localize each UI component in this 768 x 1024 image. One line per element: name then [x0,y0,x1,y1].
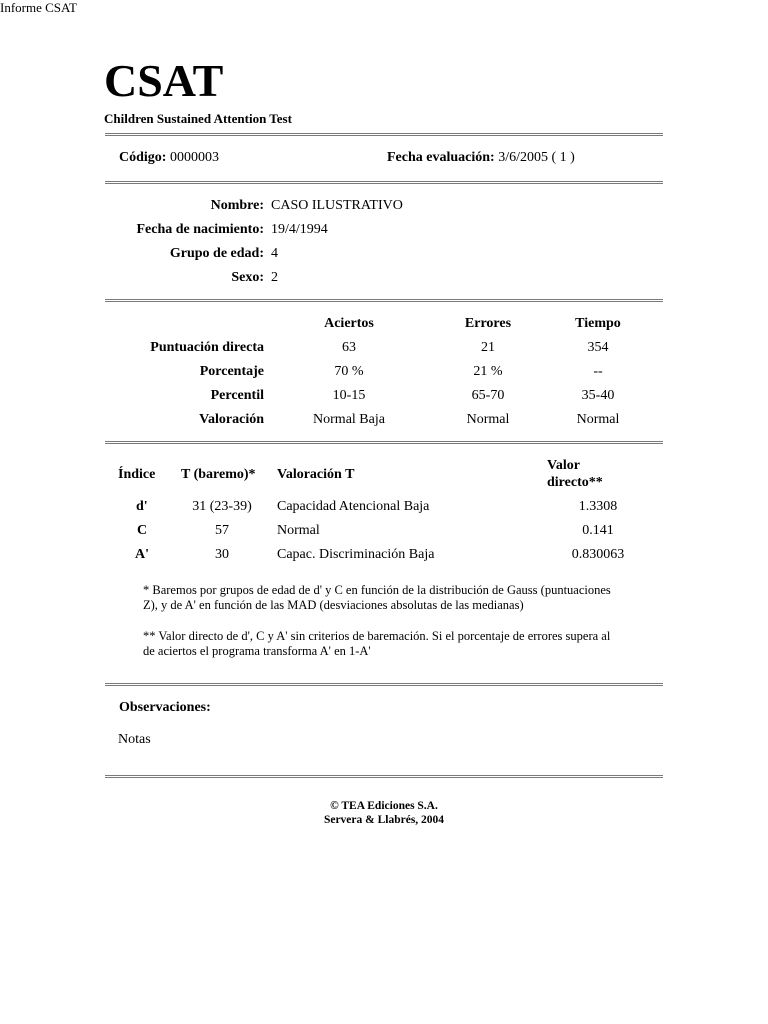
scores-cell: Normal [576,412,620,427]
person-value-nacimiento: 19/4/1994 [271,222,328,237]
scores-cell: 63 [342,340,356,355]
indices-cell-valoracion: Normal [277,523,320,538]
indices-cell-indice: A' [135,547,149,562]
footnote-baremos: * Baremos por grupos de edad de d' y C en función de la distribución de Gauss (puntuaciones Z), y de A' en función de las MAD (desviaciones absolutas de las medianas) [143,583,611,612]
scores-cell: -- [593,364,603,379]
indices-cell-valor: 0.141 [582,523,614,538]
scores-cell: 21 [481,340,495,355]
indices-header-indice: Índice [118,467,156,482]
scores-row-label: Valoración [199,412,264,427]
indices-cell-indice: d' [136,499,148,514]
indices-cell-valoracion: Capac. Discriminación Baja [277,547,435,562]
indices-cell-indice: C [137,523,148,538]
document-title: Informe CSAT [0,0,77,15]
scores-row-label: Puntuación directa [150,340,264,355]
scores-cell: 35-40 [581,388,615,403]
report-title: CSAT [104,55,224,106]
codigo-label: Código: [119,150,167,165]
person-label-nombre: Nombre: [210,198,264,213]
footer-publisher: © TEA Ediciones S.A. [330,800,438,812]
fecha-evaluacion-label: Fecha evaluación: [387,150,495,165]
scores-row-label: Porcentaje [199,364,264,379]
scores-cell: 65-70 [471,388,505,403]
footer-authors: Servera & Llabrés, 2004 [323,814,445,826]
person-value-grupo: 4 [271,246,278,261]
divider [105,683,663,686]
indices-cell-valor: 0.830063 [571,547,625,562]
observaciones-text: Notas [118,732,151,747]
scores-cell: Normal Baja [313,412,385,427]
scores-row-label: Percentil [210,388,264,403]
footnote-valor-directo: ** Valor directo de d', C y A' sin criterios de baremación. Si el porcentaje de errores supera al de aciertos el programa transforma A' en 1-A' [143,629,611,658]
codigo-value: 0000003 [169,150,219,165]
person-label-nacimiento: Fecha de nacimiento: [136,222,264,237]
person-label-sexo: Sexo: [231,270,264,285]
divider [105,133,663,136]
fecha-evaluacion-value: 3/6/2005 ( 1 ) [498,150,575,165]
divider [105,299,663,302]
indices-header-valor-2: directo** [547,475,603,490]
indices-header-t: T (baremo)* [181,467,256,482]
codigo-field [119,150,219,166]
scores-cell: 70 % [334,364,364,379]
indices-cell-t: 57 [215,523,229,538]
person-label-grupo: Grupo de edad: [169,246,264,261]
indices-cell-t: 31 (23-39) [192,499,252,514]
observaciones-label: Observaciones: [119,700,211,715]
scores-cell: Normal [466,412,510,427]
report-subtitle: Children Sustained Attention Test [104,111,292,126]
scores-cell: 354 [587,340,609,355]
indices-cell-t: 30 [215,547,229,562]
person-value-sexo: 2 [271,270,278,285]
divider [105,181,663,184]
scores-col-errores: Errores [464,316,512,331]
fecha-evaluacion-field [387,150,575,166]
scores-col-aciertos: Aciertos [324,316,374,331]
indices-cell-valor: 1.3308 [578,499,618,514]
divider [105,441,663,444]
scores-col-tiempo: Tiempo [575,316,621,331]
indices-header-valoracion: Valoración T [277,467,355,482]
indices-header-valor-1: Valor [547,458,580,473]
scores-cell: 21 % [473,364,503,379]
divider [105,775,663,778]
indices-cell-valoracion: Capacidad Atencional Baja [277,499,430,514]
scores-cell: 10-15 [332,388,366,403]
person-value-nombre: CASO ILUSTRATIVO [271,198,403,213]
